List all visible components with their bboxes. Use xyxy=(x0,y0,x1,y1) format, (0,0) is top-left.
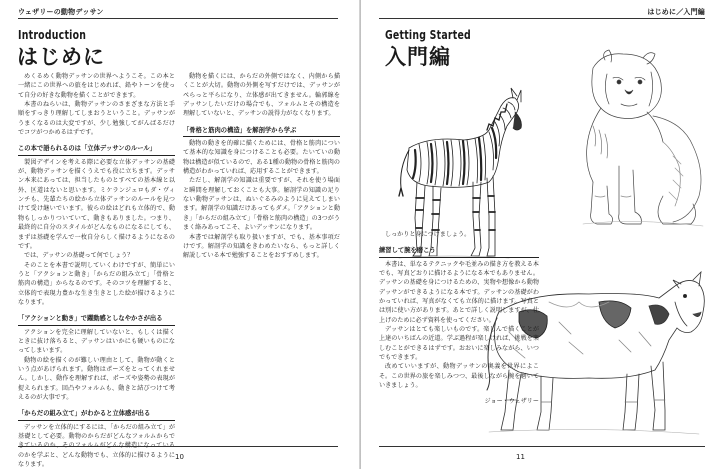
section-heading: 「骨格と筋肉の構造」を解剖学から学ぶ xyxy=(183,126,340,137)
paragraph: 動物の絵を描くのが難しい理由として、動物が動くという点があげられます。動物はポーズをとってくれません。しかし、動作を理解すれば、ポーズや姿勢の表現が捉えられます。回凸やフォルムも、動きと結びつけて考えるのが大事です。 xyxy=(18,356,175,401)
section-heading: この本で語られるのは「立体デッサンのルール」 xyxy=(18,144,175,155)
header-rule-left xyxy=(18,18,338,19)
section-heading: 「からだの組み立て」がわかると立体感が出る xyxy=(18,409,175,420)
chapter-title-left: はじめに xyxy=(17,45,105,69)
author-signature: ジョー・ウェザリー xyxy=(484,397,539,405)
paragraph: 動物の動きを的確に描くためには、骨格と筋肉について基本的な知識を身につけることも必要。たいていの動物は構造が似ているので、ある1種の動物の骨格と筋肉の構造がわかっていれば、応用することができます。 xyxy=(183,140,340,176)
paragraph: 動物を描くには、からだの外側ではなく、内側から描くことが大切。動物の外側を写すだけでは、デッサンがぺらっと平らになり、立体感が出てきません。輪郭線をデッサンしたいだけの場合でも、フォルムとその構造を理解していないと、デッサンの説得力がなくなります。 xyxy=(183,73,340,118)
paragraph: しっかりと身につけましょう。 xyxy=(385,231,471,238)
paragraph: ただし、解剖学の知識は重要ですが、それを使う場面と瞬間を理解しておくことも大事。解剖学の知識の足りない動物デッサンは、ぬいぐるみのように見えてしまいます。解剖学の知識だけあってもダメ。「アクションと動き」「からだの組み立て」「骨格と筋肉の構造」の3つがうまく絡みあってこそ、よいデッサンになります。 xyxy=(183,177,340,232)
footer-rule-right xyxy=(379,446,705,447)
paragraph: 本書では解剖学も取り扱いますが、でも、基本事項だけです。解剖学の知識をきわめたいなら、もっと詳しく解説している本で勉強することをおすすめします。 xyxy=(183,233,340,260)
running-head-left: ウェザリーの動物デッサン xyxy=(18,8,104,16)
paragraph: アクションを完全に理解していないと、もしくは描くときに抜け落ちると、デッサンはいかにも硬いものになってしまいます。 xyxy=(18,328,175,355)
paragraph: めくるめく動物デッサンの世界へようこそ。この本と一緒にこの世界への旅をはじめれば、鉛やトーンを使って自分の好きな動物を描くことができます。 xyxy=(18,73,175,99)
page-number-left: 10 xyxy=(175,453,184,461)
body-column-right xyxy=(379,230,539,406)
section-eyebrow-left: Introduction xyxy=(18,28,87,42)
paragraph: 改めていいますが、動物デッサンの奥義を世界によこそ。この世界の旅を楽しみつつ、最後しながら腕を磨いていきましょう。 xyxy=(379,363,539,390)
section-heading: 「アクションと動き」で躍動感としなやかさが出る xyxy=(18,314,175,325)
footer-rule-left xyxy=(18,446,338,447)
page-number-right: 11 xyxy=(516,453,525,461)
right-page xyxy=(361,0,721,469)
running-head-right: はじめに／入門編 xyxy=(647,8,705,16)
section-heading: 練習して腕を磨こう xyxy=(379,246,539,257)
section-eyebrow-right: Getting Started xyxy=(385,28,471,42)
left-page xyxy=(0,0,360,469)
lioness-sketch xyxy=(523,46,713,236)
paragraph: そのことを本書で説明していくわけですが、簡単にいうと「アクションと動き」「からだの組み立て」「骨格と筋肉の構造」からなるのです。そのコツを理解すると、立体的で表現力豊かな生き生きとした絵が描けるようになります。 xyxy=(18,261,175,306)
header-rule-right xyxy=(379,18,705,19)
body-column-1 xyxy=(18,72,175,469)
paragraph: 製図デザインを考える際に必要な立体デッサンの基礎が、動物デッサンを描くうえでも役に立ちます。デッサン本来にあっては、担当したものとすべての基本線と以外、区道はないと思います。ミケランジェロもダ・ヴィンチも、先輩たちの絵から立体デッサンのルールを見つけて受け継いでいます。彼らの絵はどれも立体的で、動物もしっかりついていて、動きもありました。つまり、最終的に自分のスタイルがどんなものになるにしても、まずは基礎を学んで一枚自分らしく描けるようになるのです。 xyxy=(18,158,175,250)
body-column-2 xyxy=(183,72,340,261)
paragraph: 本書は、単なるテクニックや毛並みの描き方を教える本でも、写真どおりに描けるようになる本でもありません。デッサンの基礎を身につけるための、実物や想像から動物デッサンができるようになる本です。デッサンの基礎がわかっていれば、写真がなくても立体的に描けます。写真とは別に使い方があります。あとで詳しく説明しますが、仕上げのために必ず資料を使ってください。 xyxy=(379,260,539,324)
paragraph: では、デッサンの基礎って何でしょう？ xyxy=(24,252,134,260)
chapter-title-right: 入門編 xyxy=(385,45,451,69)
paragraph: 本書のねらいは、動物デッサンのさまざまな方法と手順をすっきり理解してしまおうということ。デッサンがうまくなるのは大変ですが、少し勉強してがんばるだけでコツがつかめるはずです。 xyxy=(18,101,175,137)
paragraph: デッサンはとても楽しいものです。楽しんで描くことが上達のいちばんの近道。学ぶ過程が楽しければ、挑戦を楽しむことができるはずです。おおいに楽しみながら、いつでもできます。 xyxy=(379,326,539,362)
paragraph: デッサンを立体的にするには、「からだの組み立て」が基礎として必要。動物のからだがどんなフォルムからで のかを学ぶと、どんな動物でも、立体的に描けるようになります。 xyxy=(18,423,175,469)
